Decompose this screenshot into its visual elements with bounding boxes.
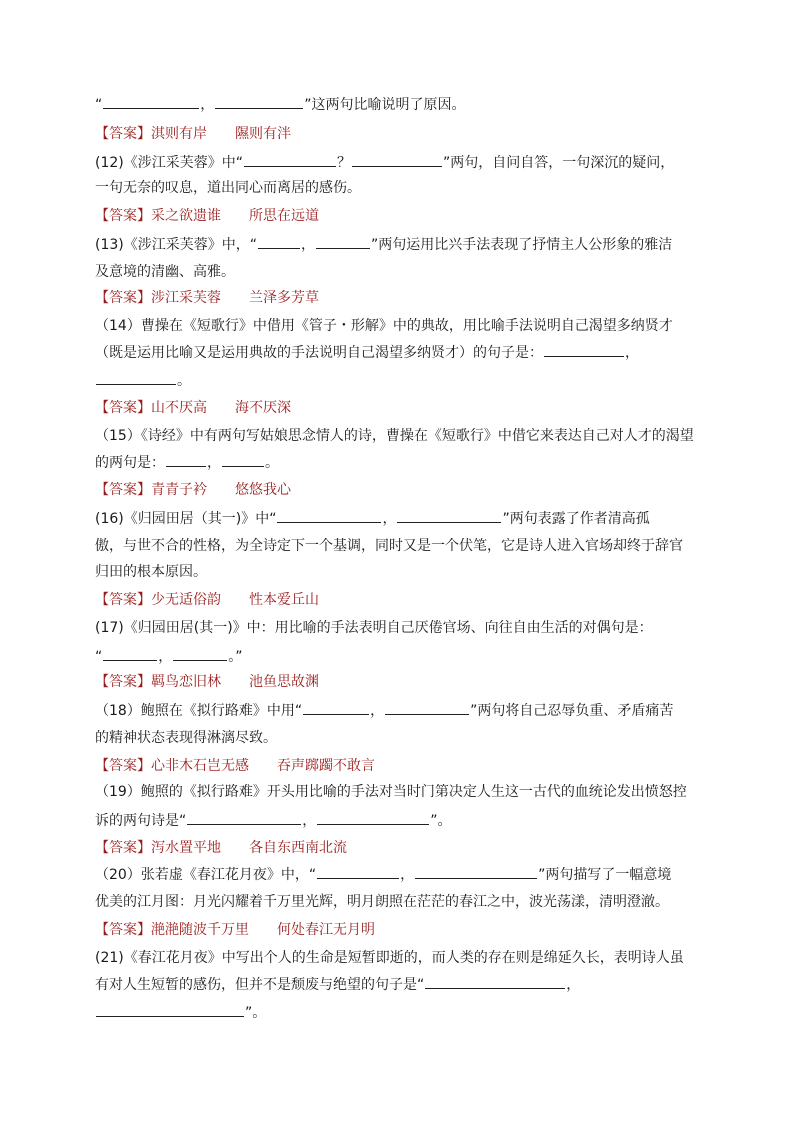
question-line [95, 700, 705, 720]
question-text: “ [95, 97, 103, 113]
answer-line: 【答案】羁鸟恋旧林 池鱼思故渊 [95, 674, 319, 690]
fill-in-blank [258, 234, 300, 249]
fill-in-blank [303, 700, 369, 715]
fill-in-blank [352, 152, 442, 167]
answer-line: 【答案】少无适俗韵 性本爱丘山 [95, 592, 319, 608]
question-text: ， [382, 511, 397, 527]
fill-in-blank [316, 234, 370, 249]
question-text: 。 [265, 455, 279, 471]
question-text: ”。 [245, 1005, 267, 1021]
fill-in-blank [317, 810, 429, 825]
question-line [95, 94, 705, 114]
question-text: 归田的根本原因。 [95, 564, 207, 580]
question-text: 。 [177, 373, 191, 389]
question-text: （14）曹操在《短歌行》中借用《管子・形解》中的典故，用比喻手法说明自己渴望多纳贤才 [95, 318, 673, 334]
question-line [95, 342, 705, 362]
question-text: ， [566, 977, 581, 993]
question-text: ”两句表露了作者清高孤 [502, 511, 650, 527]
fill-in-blank [277, 508, 381, 523]
question-text: 诉的两句诗是“ [95, 813, 187, 829]
fill-in-blank [397, 508, 501, 523]
question-text: ， [370, 703, 385, 719]
fill-in-blank [385, 700, 469, 715]
question-line [95, 234, 705, 254]
question-text: ， [302, 813, 317, 829]
question-line [95, 508, 705, 528]
fill-in-blank [215, 94, 303, 109]
answer-line: 【答案】淇则有岸 隰则有泮 [95, 126, 291, 142]
question-text: ， [625, 345, 639, 361]
question-text: 优美的江月图：月光闪耀着千万里光辉，明月朗照在茫茫的春江之中，波光荡漾，清明澄澈。 [95, 894, 669, 910]
fill-in-blank [317, 864, 399, 879]
question-text: ， [158, 649, 173, 665]
question-line [95, 728, 705, 748]
question-text: ， [200, 97, 215, 113]
fill-in-blank [244, 152, 336, 167]
question-line [95, 646, 705, 666]
fill-in-blank [544, 342, 624, 357]
question-line [95, 618, 705, 638]
fill-in-blank [425, 974, 565, 989]
answer-line: 【答案】涉江采芙蓉 兰泽多芳草 [95, 290, 319, 306]
question-text: （20）张若虚《春江花月夜》中，“ [95, 867, 317, 883]
question-line [95, 316, 705, 336]
question-line [95, 452, 705, 472]
question-text: 的精神状态表现得淋漓尽致。 [95, 730, 277, 746]
question-text: ？ [337, 155, 351, 171]
fill-in-blank [166, 452, 206, 467]
answer-line: 【答案】采之欲遗谁 所思在远道 [95, 208, 319, 224]
question-text: 有对人生短暂的感伤，但并不是颓废与绝望的句子是“ [95, 977, 425, 993]
question-line [95, 782, 705, 802]
fill-in-blank [96, 370, 176, 385]
answer-line: 【答案】泻水置平地 各自东西南北流 [95, 840, 347, 856]
question-text: ， [301, 237, 315, 253]
question-text: （15）《诗经》中有两句写姑娘思念情人的诗，曹操在《短歌行》中借它来表达自己对人才的渴望 [95, 428, 694, 444]
fill-in-blank [187, 810, 301, 825]
answer-line: 【答案】心非木石岂无感 吞声踯躅不敢言 [95, 758, 375, 774]
question-text: ”。 [430, 813, 452, 829]
question-line [95, 948, 705, 968]
question-text: (21)《春江花月夜》中写出个人的生命是短暂即逝的，而人类的存在则是绵延久长，表明诗人虽 [95, 950, 684, 966]
fill-in-blank [173, 646, 227, 661]
question-line [95, 178, 705, 198]
fill-in-blank [96, 1002, 244, 1017]
question-text: （19）鲍照的《拟行路难》开头用比喻的手法对当时门第决定人生这一古代的血统论发出愤怒控 [95, 784, 687, 800]
question-line [95, 864, 705, 884]
question-text: ”两句运用比兴手法表现了抒情主人公形象的雅洁 [371, 237, 673, 253]
question-text: (13)《涉江采芙蓉》中，“ [95, 237, 257, 253]
question-line [95, 810, 705, 830]
fill-in-blank [415, 864, 537, 879]
question-line [95, 262, 705, 282]
question-text: 傲，与世不合的性格，为全诗定下一个基调，同时又是一个伏笔，它是诗人进入官场却终于辞官 [95, 538, 683, 554]
question-line [95, 892, 705, 912]
question-text: 的两句是： [95, 455, 165, 471]
answer-line: 【答案】山不厌高 海不厌深 [95, 400, 291, 416]
question-line [95, 536, 705, 556]
answer-line: 【答案】滟滟随波千万里 何处春江无月明 [95, 922, 375, 938]
question-line [95, 974, 705, 994]
question-text: ”两句，自问自答，一句深沉的疑问， [443, 155, 675, 171]
question-text: ”这两句比喻说明了原因。 [304, 97, 466, 113]
question-line [95, 426, 705, 446]
question-text: “ [95, 649, 103, 665]
question-text: ， [400, 867, 415, 883]
question-text: （18）鲍照在《拟行路难》中用“ [95, 703, 303, 719]
answer-line: 【答案】青青子衿 悠悠我心 [95, 482, 291, 498]
question-text: (12)《涉江采芙蓉》中“ [95, 155, 243, 171]
question-text: 一句无奈的叹息，道出同心而离居的感伤。 [95, 180, 361, 196]
fill-in-blank [103, 646, 157, 661]
question-text: 及意境的清幽、高雅。 [95, 264, 235, 280]
fill-in-blank [222, 452, 264, 467]
question-text: 。” [228, 649, 243, 665]
question-line [95, 370, 705, 390]
question-text: （既是运用比喻又是运用典故的手法说明自己渴望多纳贤才）的句子是： [95, 345, 543, 361]
question-line [95, 1002, 705, 1022]
question-text: (16)《归园田居（其一)》中“ [95, 511, 277, 527]
fill-in-blank [103, 94, 199, 109]
question-text: (17)《归园田居(其一)》中：用比喻的手法表明自己厌倦官场、向往自由生活的对偶句是： [95, 620, 653, 636]
question-text: ”两句将自己忍辱负重、矛盾痛苦 [470, 703, 674, 719]
question-text: ， [207, 455, 221, 471]
question-line [95, 152, 705, 172]
question-text: ”两句描写了一幅意境 [538, 867, 672, 883]
question-line [95, 562, 705, 582]
